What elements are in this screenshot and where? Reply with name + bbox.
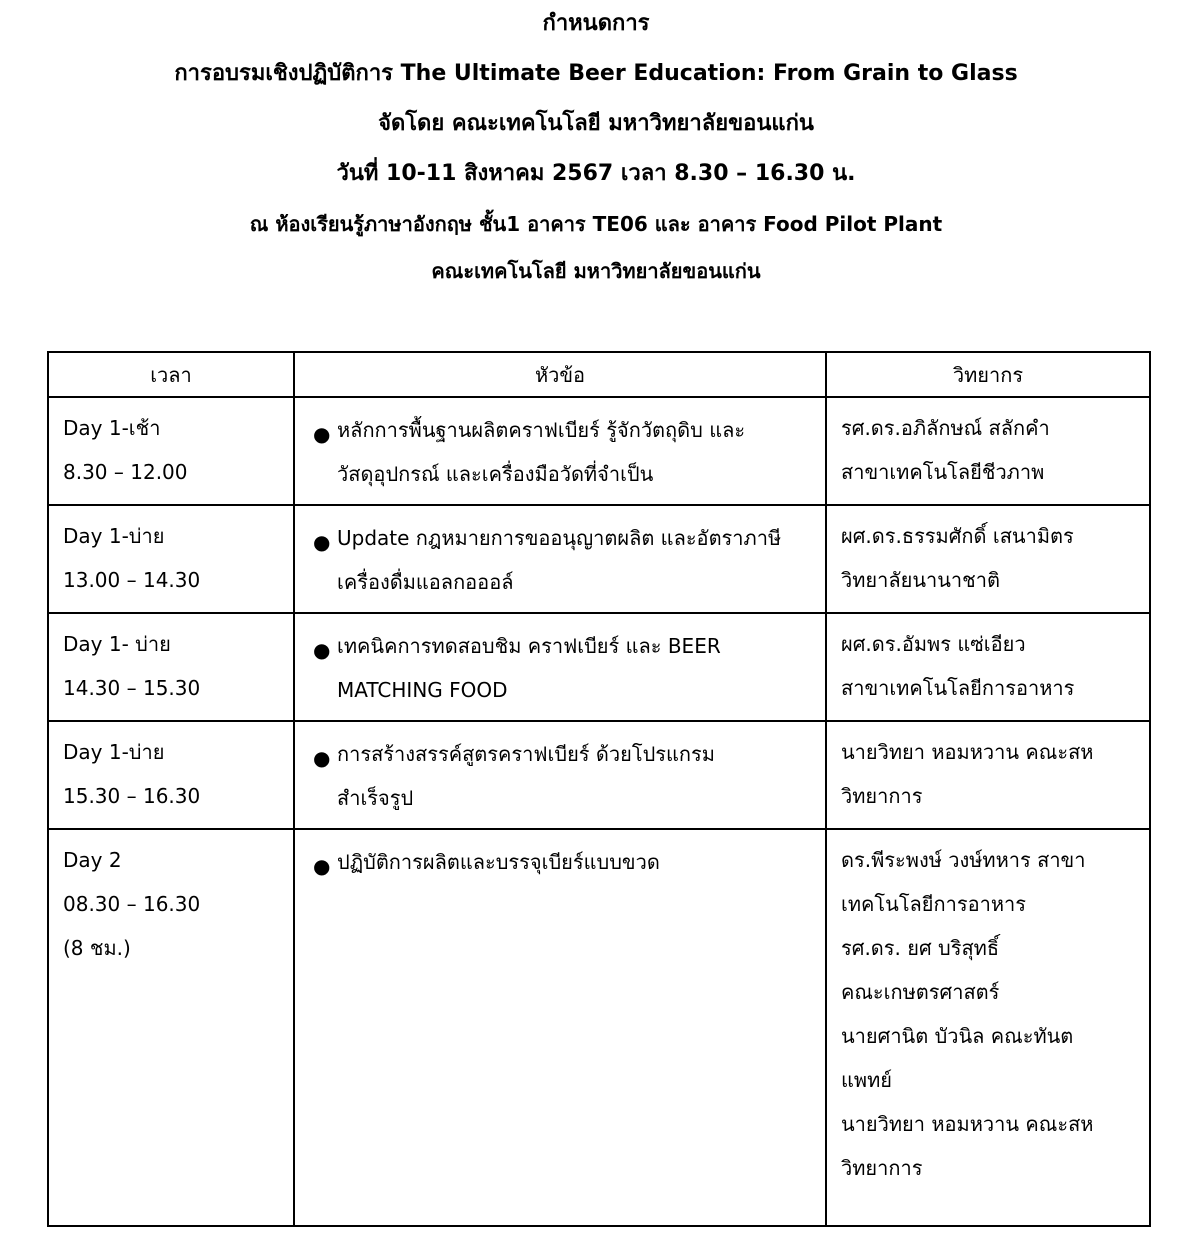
organizer-line: จัดโดย คณะเทคโนโลยี มหาวิทยาลัยขอนแก่น xyxy=(378,111,814,136)
topic-line: เทคนิคการทดสอบชิม คราฟเบียร์ และ BEER xyxy=(337,634,721,658)
time-range: 13.00 – 14.30 xyxy=(63,568,201,592)
time-duration: (8 ชม.) xyxy=(63,936,131,960)
time-cell xyxy=(48,397,294,505)
speaker-line: ผศ.ดร.อัมพร แซ่เอียว xyxy=(841,632,1026,656)
bullet-icon: ● xyxy=(313,854,331,878)
bullet-icon: ● xyxy=(313,530,331,554)
bullet-icon: ● xyxy=(313,746,331,770)
table-row xyxy=(48,397,1150,505)
speaker-cell xyxy=(826,397,1150,505)
time-range: 8.30 – 12.00 xyxy=(63,460,188,484)
speaker-cell xyxy=(826,829,1150,1226)
time-cell xyxy=(48,721,294,829)
topic-line: สำเร็จรูป xyxy=(337,786,414,810)
speaker-line: สาขาเทคโนโลยีการอาหาร xyxy=(841,676,1075,700)
speaker-line: นายวิทยา หอมหวาน คณะสห xyxy=(841,1112,1094,1136)
topic-cell xyxy=(294,829,826,1226)
speaker-line: รศ.ดร. ยศ บริสุทธิ์ xyxy=(841,936,1000,960)
faculty-line: คณะเทคโนโลยี มหาวิทยาลัยขอนแก่น xyxy=(431,259,761,283)
topic-cell xyxy=(294,505,826,613)
speaker-line: ผศ.ดร.ธรรมศักดิ์ เสนามิตร xyxy=(841,524,1074,548)
table-row xyxy=(48,721,1150,829)
time-cell xyxy=(48,505,294,613)
time-day: Day 1- บ่าย xyxy=(63,632,171,656)
speaker-cell xyxy=(826,505,1150,613)
speaker-line: คณะเกษตรศาสตร์ xyxy=(841,980,1000,1004)
speaker-line: วิทยาลัยนานาชาติ xyxy=(841,568,1000,592)
time-day: Day 2 xyxy=(63,848,122,872)
speaker-line: แพทย์ xyxy=(841,1068,892,1092)
time-day: Day 1-บ่าย xyxy=(63,740,165,764)
speaker-line: ดร.พีระพงษ์ วงษ์ทหาร สาขา xyxy=(841,848,1086,872)
workshop-title: การอบรมเชิงปฏิบัติการ The Ultimate Beer Education: From Grain to Glass xyxy=(174,61,1018,86)
topic-line: หลักการพื้นฐานผลิตคราฟเบียร์ รู้จักวัตถุดิบ และ xyxy=(337,418,746,442)
time-day: Day 1-บ่าย xyxy=(63,524,165,548)
speaker-line: เทคโนโลยีการอาหาร xyxy=(841,892,1027,916)
time-cell xyxy=(48,829,294,1226)
bullet-icon: ● xyxy=(313,422,331,446)
topic-line: วัสดุอุปกรณ์ และเครื่องมือวัดที่จำเป็น xyxy=(337,462,654,486)
table-row xyxy=(48,505,1150,613)
time-range: 08.30 – 16.30 xyxy=(63,892,201,916)
schedule-table xyxy=(47,351,1151,1227)
speaker-line: วิทยาการ xyxy=(841,1156,923,1180)
speaker-line: วิทยาการ xyxy=(841,784,923,808)
speaker-cell xyxy=(826,613,1150,721)
topic-cell xyxy=(294,721,826,829)
speaker-line: สาขาเทคโนโลยีชีวภาพ xyxy=(841,460,1045,484)
topic-line: ปฏิบัติการผลิตและบรรจุเบียร์แบบขวด xyxy=(337,850,660,874)
table-row xyxy=(48,613,1150,721)
time-range: 15.30 – 16.30 xyxy=(63,784,201,808)
speaker-line: นายศานิต บัวนิล คณะทันต xyxy=(841,1024,1074,1048)
time-cell xyxy=(48,613,294,721)
table-row xyxy=(48,829,1150,1226)
schedule-heading: กำหนดการ xyxy=(542,11,650,36)
speaker-cell xyxy=(826,721,1150,829)
topic-line: MATCHING FOOD xyxy=(337,678,508,702)
topic-line: เครื่องดื่มแอลกอออล์ xyxy=(337,570,514,594)
header-topic: หัวข้อ xyxy=(294,352,826,397)
time-day: Day 1-เช้า xyxy=(63,416,161,440)
speaker-line: นายวิทยา หอมหวาน คณะสห xyxy=(841,740,1094,764)
bullet-icon: ● xyxy=(313,638,331,662)
venue-line: ณ ห้องเรียนรู้ภาษาอังกฤษ ชั้น1 อาคาร TE06 และ อาคาร Food Pilot Plant xyxy=(249,212,943,236)
header-speaker: วิทยากร xyxy=(826,352,1150,397)
header-time: เวลา xyxy=(48,352,294,397)
topic-cell xyxy=(294,397,826,505)
topic-cell xyxy=(294,613,826,721)
date-time-line: วันที่ 10-11 สิงหาคม 2567 เวลา 8.30 – 16.30 น. xyxy=(336,161,856,186)
topic-line: การสร้างสรรค์สูตรคราฟเบียร์ ด้วยโปรแกรม xyxy=(337,742,715,766)
time-range: 14.30 – 15.30 xyxy=(63,676,201,700)
speaker-line: รศ.ดร.อภิลักษณ์ สลักคำ xyxy=(841,416,1050,440)
topic-line: Update กฎหมายการขออนุญาตผลิต และอัตราภาษี xyxy=(337,526,782,550)
table-header-row xyxy=(48,352,1150,397)
